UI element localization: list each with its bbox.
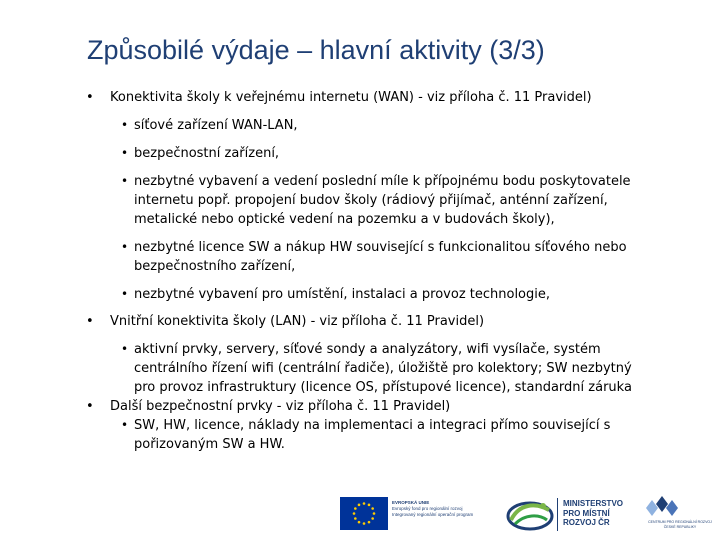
eu-header: EVROPSKÁ UNIE [392,500,430,505]
eu-star-icon [368,521,371,524]
mmr-line: PRO MÍSTNÍ [563,508,610,518]
bullet-dot: • [86,314,94,329]
slide-title: Způsobilé výdaje – hlavní aktivity (3/3) [87,35,545,65]
bullet-lan-text: Vnitřní konektivita školy (LAN) - viz příloha č. 11 Pravidel) [110,314,485,329]
sub-bullet-dot: • [121,287,129,301]
sub-item-line: bezpečnostního zařízení, [134,259,296,274]
eu-flag-logo [340,497,388,530]
bullet-dot: • [86,399,94,414]
eu-star-icon [354,517,357,520]
eu-star-icon [358,504,361,507]
eu-fund-line: Evropský fond pro regionální rozvoj [392,506,463,511]
sub-bullet-dot: • [121,118,129,132]
sub-item-line: centrálního řízení wifi (centrální řadiče), úložiště pro kolektory; SW nezbytný [134,361,632,376]
sub-item-line: nezbytné vybavení pro umístění, instalaci a provoz technologie, [134,287,551,302]
mmr-line: ROZVOJ ČR [563,518,610,527]
sub-item [86,144,686,163]
eu-programme-line: Integrovaný regionální operační program [392,512,474,517]
sub-item [86,116,686,135]
sub-item-line: síťové zařízení WAN-LAN, [134,118,298,133]
sub-item-line: bezpečnostní zařízení, [134,146,280,161]
crr-logo [642,494,682,520]
sub-item [86,340,686,397]
eu-star-icon [371,507,374,510]
sub-item [86,285,686,304]
eu-star-icon [371,517,374,520]
eu-star-icon [358,521,361,524]
sub-item [86,238,686,276]
bullet-wan-text: Konektivita školy k veřejnému internetu (WAN) - viz příloha č. 11 Pravidel) [110,90,592,105]
bullet-security-text: Další bezpečnostní prvky - viz příloha č. 11 Pravidel) [110,399,451,414]
sub-item-line: aktivní prvky, servery, síťové sondy a analyzátory, wifi vysílače, systém [134,342,601,357]
mmr-line: MINISTERSTVO [563,499,624,508]
sub-bullet-dot: • [121,146,129,160]
bullet-lan [86,312,686,331]
eu-star-icon [373,512,376,515]
eu-star-icon [354,507,357,510]
mmr-divider [557,498,558,531]
sub-item-line: internetu popř. propojení budov školy (rádiový přijímač, anténní zařízení, [134,193,608,208]
bullet-security [86,397,686,416]
eu-programme-text [392,500,497,518]
crr-logo-text [640,520,720,529]
sub-item-line: metalické nebo optické vedení na pozemku a v budovách školy), [134,212,555,227]
sub-item-line: pro provoz infrastruktury (licence OS, přístupové licence), standardní záruka [134,380,632,395]
crr-line: CENTRUM PRO REGIONÁLNÍ ROZVOJ [648,520,712,524]
crr-line: ČESKÉ REPUBLIKY [663,524,697,529]
sub-item-line: nezbytné vybavení a vedení poslední míle k přípojnému bodu poskytovatele [134,174,631,189]
bullet-dot: • [86,90,94,105]
sub-item [86,416,686,454]
sub-bullet-dot: • [121,174,129,188]
eu-star-icon [363,502,366,505]
sub-bullet-dot: • [121,418,129,432]
bullet-wan [86,88,686,107]
sub-bullet-dot: • [121,342,129,356]
eu-star-icon [363,522,366,525]
eu-star-icon [368,504,371,507]
mmr-logo-text [563,499,623,528]
sub-item-line: SW, HW, licence, náklady na implementaci a integraci přímo související s [134,418,611,433]
eu-star-icon [353,512,356,515]
sub-item-line: nezbytné licence SW a nákup HW související s funkcionalitou síťového nebo [134,240,627,255]
sub-item-line: pořizovaným SW a HW. [134,437,285,452]
irop-logo [505,496,555,532]
sub-bullet-dot: • [121,240,129,254]
sub-item [86,172,686,229]
bullet-list [86,88,686,454]
